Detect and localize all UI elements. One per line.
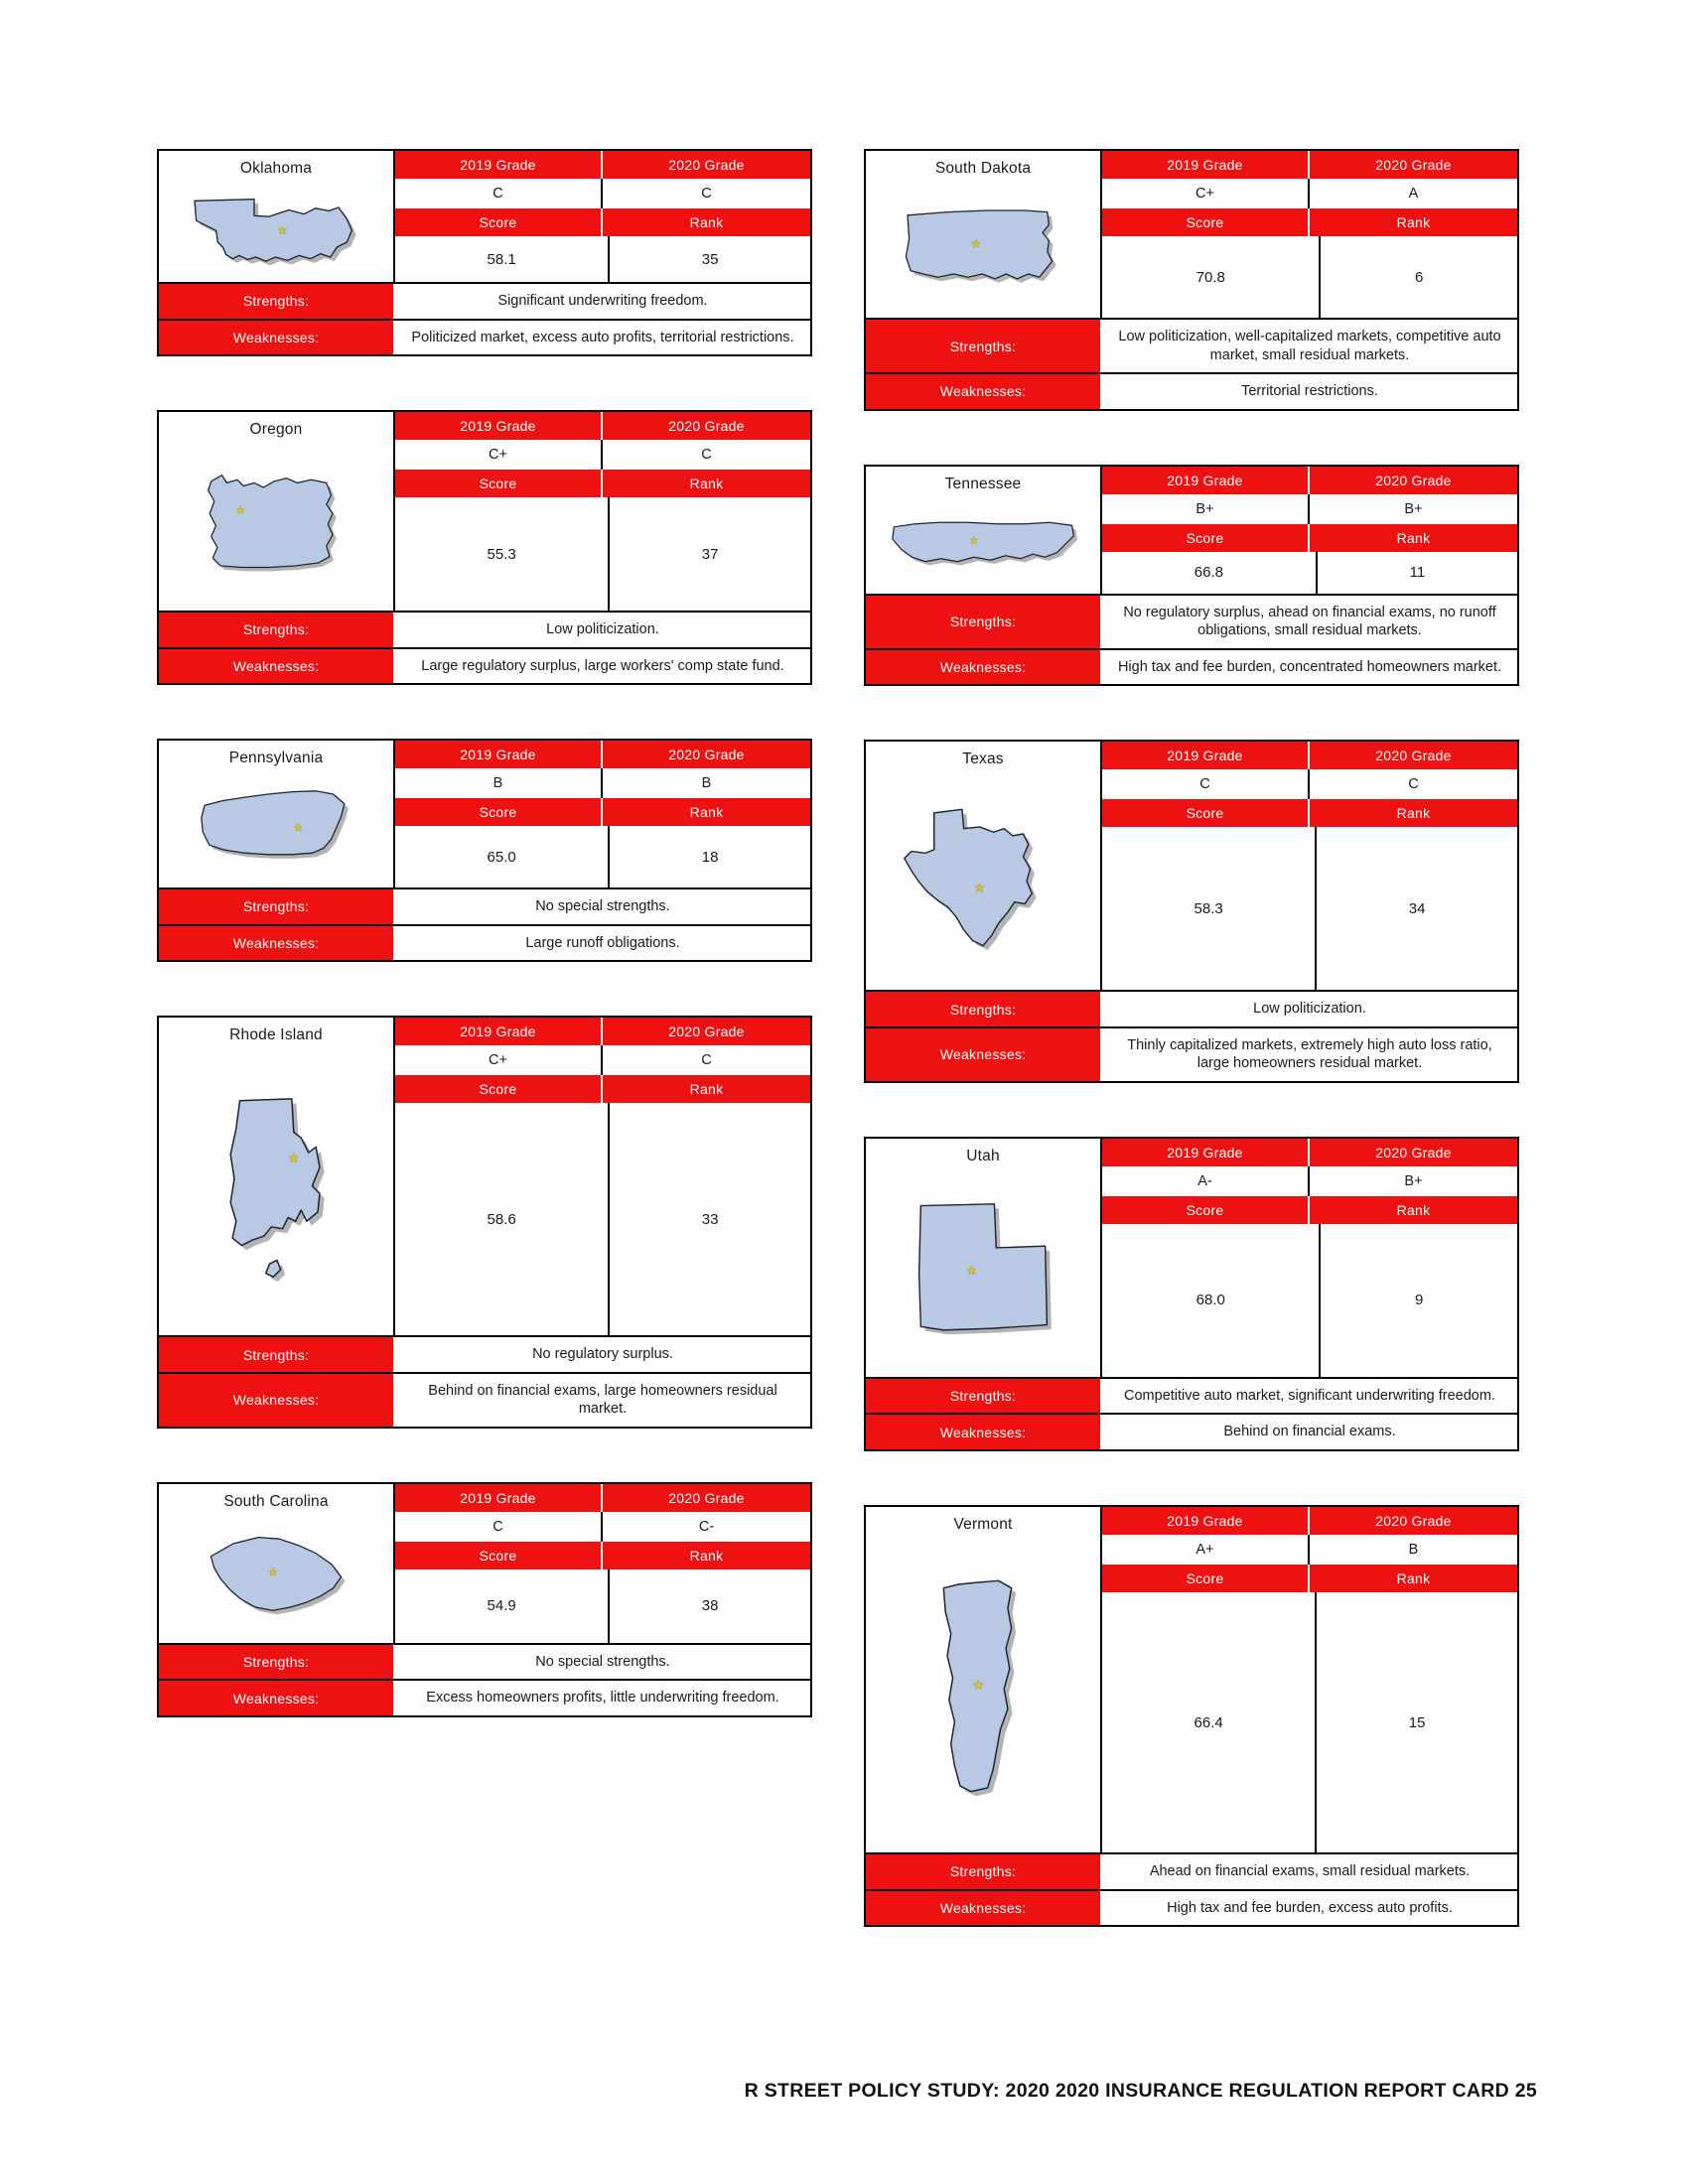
- score-header: Score: [395, 208, 603, 236]
- rank-header: Rank: [1310, 799, 1517, 827]
- grade-2019-header: 2019 Grade: [1102, 1139, 1310, 1166]
- state-map: [159, 768, 393, 887]
- rank-header: Rank: [603, 1075, 810, 1103]
- strengths-row: [866, 1852, 1517, 1889]
- score-rank-header-row: [1102, 1565, 1517, 1592]
- strengths-row: [159, 887, 810, 924]
- map-cell: [159, 1018, 395, 1335]
- strengths-row: [159, 611, 810, 647]
- grade-2019-header: 2019 Grade: [1102, 742, 1310, 769]
- rank-header: Rank: [603, 798, 810, 826]
- weaknesses-label: Weaknesses:: [159, 1374, 395, 1427]
- grade-2020-header: 2020 Grade: [1310, 151, 1517, 179]
- score-value: 58.3: [1102, 827, 1317, 990]
- grades-grid: [395, 1018, 810, 1335]
- score-value: 66.4: [1102, 1592, 1317, 1852]
- strengths-text: No regulatory surplus.: [395, 1337, 810, 1372]
- grade-2019-value: C: [395, 1512, 603, 1542]
- grade-2020-value: C: [1310, 769, 1517, 799]
- grades-grid: [1102, 467, 1517, 594]
- strengths-label: Strengths:: [159, 889, 395, 924]
- strengths-row: [866, 1377, 1517, 1414]
- state-name: Rhode Island: [229, 1026, 323, 1044]
- state-name: Vermont: [953, 1516, 1013, 1534]
- state-map: [866, 769, 1100, 990]
- strengths-row: [866, 990, 1517, 1026]
- score-rank-value-row: [1102, 827, 1517, 990]
- grade-2020-value: B+: [1310, 494, 1517, 524]
- state-card-south-carolina: [157, 1482, 812, 1717]
- rank-value: 18: [610, 826, 810, 887]
- score-rank-header-row: [1102, 1196, 1517, 1224]
- score-value: 55.3: [395, 497, 610, 611]
- state-map: [159, 179, 393, 290]
- strengths-text: Competitive auto market, significant underwriting freedom.: [1102, 1379, 1517, 1414]
- state-card-oklahoma: [157, 149, 812, 356]
- grade-2020-header: 2020 Grade: [1310, 467, 1517, 494]
- rank-header: Rank: [1310, 1196, 1517, 1224]
- grade-2019-value: A+: [1102, 1535, 1310, 1565]
- state-card-texas: [864, 740, 1519, 1083]
- grade-2019-header: 2019 Grade: [395, 741, 603, 768]
- grade-2020-header: 2020 Grade: [603, 741, 810, 768]
- grade-2019-value: B: [395, 768, 603, 798]
- strengths-label: Strengths:: [159, 613, 395, 647]
- strengths-row: [159, 282, 810, 319]
- weaknesses-row: [159, 647, 810, 684]
- rank-header: Rank: [603, 1542, 810, 1570]
- grade-2019-value: C+: [395, 440, 603, 470]
- strengths-text: Low politicization, well-capitalized markets, competitive auto market, small residual markets.: [1102, 320, 1517, 372]
- weaknesses-label: Weaknesses:: [159, 649, 395, 684]
- grade-2020-value: B: [1310, 1535, 1517, 1565]
- grade-header-row: [1102, 151, 1517, 179]
- rank-value: 33: [610, 1103, 810, 1335]
- weaknesses-text: Politicized market, excess auto profits, territorial restrictions.: [395, 321, 810, 355]
- map-cell: [159, 741, 395, 887]
- strengths-row: [159, 1643, 810, 1680]
- card-top: [159, 151, 810, 282]
- weaknesses-row: [866, 648, 1517, 685]
- score-value: 58.6: [395, 1103, 610, 1335]
- grade-2020-value: C: [603, 1045, 810, 1075]
- weaknesses-label: Weaknesses:: [866, 1028, 1102, 1081]
- rank-value: 9: [1321, 1224, 1517, 1377]
- grade-2020-header: 2020 Grade: [603, 1018, 810, 1045]
- texas-map-icon: [896, 790, 1070, 965]
- strengths-label: Strengths:: [866, 596, 1102, 648]
- weaknesses-row: [866, 1026, 1517, 1081]
- weaknesses-text: Thinly capitalized markets, extremely high auto loss ratio, large homeowners residual market.: [1102, 1028, 1517, 1081]
- card-top: [866, 1507, 1517, 1852]
- grade-2020-value: A: [1310, 179, 1517, 208]
- score-header: Score: [395, 1075, 603, 1103]
- score-rank-value-row: [1102, 552, 1517, 594]
- weaknesses-text: Large regulatory surplus, large workers' comp state fund.: [395, 649, 810, 684]
- score-rank-value-row: [395, 497, 810, 611]
- south-dakota-map-icon: [900, 195, 1066, 298]
- card-top: [866, 1139, 1517, 1377]
- weaknesses-row: [159, 924, 810, 961]
- grades-grid: [1102, 742, 1517, 990]
- weaknesses-row: [866, 1413, 1517, 1449]
- utah-map-icon: [909, 1186, 1057, 1353]
- strengths-row: [159, 1335, 810, 1372]
- map-cell: [159, 412, 395, 611]
- strengths-text: No special strengths.: [395, 889, 810, 924]
- strengths-row: [866, 594, 1517, 648]
- weaknesses-row: [159, 319, 810, 355]
- card-top: [159, 412, 810, 611]
- weaknesses-row: [159, 1679, 810, 1715]
- map-cell: [866, 742, 1102, 990]
- state-map: [866, 179, 1100, 318]
- state-name: Texas: [962, 751, 1004, 768]
- state-name: South Carolina: [223, 1492, 329, 1510]
- score-header: Score: [1102, 799, 1310, 827]
- weaknesses-text: Territorial restrictions.: [1102, 374, 1517, 409]
- score-rank-header-row: [395, 798, 810, 826]
- rank-header: Rank: [1310, 208, 1517, 236]
- rank-header: Rank: [1310, 1565, 1517, 1592]
- state-name: Oregon: [249, 421, 303, 439]
- score-value: 70.8: [1102, 236, 1321, 318]
- strengths-text: No regulatory surplus, ahead on financial exams, no runoff obligations, small residual markets.: [1102, 596, 1517, 648]
- strengths-text: No special strengths.: [395, 1645, 810, 1680]
- grade-2019-value: C: [1102, 769, 1310, 799]
- page-footer: R STREET POLICY STUDY: 2020 2020 INSURANCE REGULATION REPORT CARD 25: [744, 2080, 1537, 2102]
- card-top: [866, 742, 1517, 990]
- rank-value: 38: [610, 1570, 810, 1643]
- score-value: 58.1: [395, 236, 610, 282]
- state-map: [159, 1045, 393, 1335]
- grade-2019-value: C+: [395, 1045, 603, 1075]
- card-top: [159, 1484, 810, 1643]
- score-rank-value-row: [1102, 1224, 1517, 1377]
- score-rank-value-row: [395, 1103, 810, 1335]
- strengths-label: Strengths:: [866, 992, 1102, 1026]
- state-map: [159, 440, 393, 611]
- map-cell: [866, 151, 1102, 318]
- map-cell: [866, 1507, 1102, 1852]
- grade-header-row: [395, 1484, 810, 1512]
- grade-2020-value: C-: [603, 1512, 810, 1542]
- rank-value: 35: [610, 236, 810, 282]
- state-map: [866, 494, 1100, 594]
- grade-value-row: [1102, 769, 1517, 799]
- grade-2020-header: 2020 Grade: [1310, 742, 1517, 769]
- grade-2020-value: C: [603, 179, 810, 208]
- map-cell: [866, 1139, 1102, 1377]
- strengths-label: Strengths:: [159, 1337, 395, 1372]
- state-map: [866, 1166, 1100, 1377]
- grade-value-row: [1102, 179, 1517, 208]
- score-rank-header-row: [1102, 208, 1517, 236]
- grade-value-row: [1102, 1535, 1517, 1565]
- grade-value-row: [395, 1512, 810, 1542]
- grade-2020-value: C: [603, 440, 810, 470]
- weaknesses-label: Weaknesses:: [866, 1415, 1102, 1449]
- state-card-south-dakota: [864, 149, 1519, 411]
- card-top: [866, 151, 1517, 318]
- score-rank-header-row: [395, 1075, 810, 1103]
- grades-grid: [1102, 1507, 1517, 1852]
- rhode-island-map-icon: [215, 1082, 337, 1296]
- score-value: 68.0: [1102, 1224, 1321, 1377]
- score-header: Score: [395, 798, 603, 826]
- grade-2019-header: 2019 Grade: [395, 151, 603, 179]
- grade-header-row: [1102, 467, 1517, 494]
- grade-header-row: [395, 741, 810, 768]
- grade-2020-value: B: [603, 768, 810, 798]
- grade-value-row: [1102, 1166, 1517, 1196]
- grade-2020-header: 2020 Grade: [1310, 1139, 1517, 1166]
- weaknesses-text: Behind on financial exams, large homeowners residual market.: [395, 1374, 810, 1427]
- grade-2019-header: 2019 Grade: [395, 1018, 603, 1045]
- score-header: Score: [395, 1542, 603, 1570]
- grade-2019-header: 2019 Grade: [1102, 467, 1310, 494]
- state-name: South Dakota: [934, 160, 1032, 177]
- weaknesses-label: Weaknesses:: [159, 321, 395, 355]
- grade-2020-header: 2020 Grade: [603, 412, 810, 440]
- state-name: Pennsylvania: [228, 750, 324, 767]
- tennessee-map-icon: [885, 504, 1081, 580]
- grade-value-row: [395, 440, 810, 470]
- strengths-label: Strengths:: [159, 284, 395, 319]
- weaknesses-text: High tax and fee burden, excess auto profits.: [1102, 1891, 1517, 1926]
- weaknesses-text: Excess homeowners profits, little underwriting freedom.: [395, 1681, 810, 1715]
- score-rank-value-row: [1102, 236, 1517, 318]
- strengths-text: Significant underwriting freedom.: [395, 284, 810, 319]
- grades-grid: [395, 151, 810, 282]
- weaknesses-label: Weaknesses:: [866, 650, 1102, 685]
- rank-header: Rank: [603, 470, 810, 497]
- state-name: Utah: [966, 1147, 1000, 1164]
- strengths-row: [866, 318, 1517, 372]
- grade-header-row: [1102, 742, 1517, 769]
- rank-header: Rank: [603, 208, 810, 236]
- weaknesses-label: Weaknesses:: [866, 1891, 1102, 1926]
- left-column: [0, 0, 844, 1980]
- rank-header: Rank: [1310, 524, 1517, 552]
- grade-header-row: [395, 151, 810, 179]
- strengths-label: Strengths:: [866, 320, 1102, 372]
- strengths-text: Low politicization.: [395, 613, 810, 647]
- south-carolina-map-icon: [197, 1520, 355, 1631]
- grade-header-row: [1102, 1507, 1517, 1535]
- state-map: [159, 1512, 393, 1643]
- map-cell: [159, 151, 395, 282]
- score-rank-value-row: [395, 1570, 810, 1643]
- state-card-vermont: [864, 1505, 1519, 1927]
- grade-2019-value: C: [395, 179, 603, 208]
- state-card-utah: [864, 1137, 1519, 1451]
- grade-2020-value: B+: [1310, 1166, 1517, 1196]
- score-rank-header-row: [1102, 799, 1517, 827]
- card-top: [159, 1018, 810, 1335]
- state-card-pennsylvania: [157, 739, 812, 962]
- weaknesses-text: Behind on financial exams.: [1102, 1415, 1517, 1449]
- score-rank-header-row: [395, 1542, 810, 1570]
- rank-value: 11: [1318, 552, 1517, 594]
- grade-2019-header: 2019 Grade: [1102, 1507, 1310, 1535]
- score-header: Score: [1102, 208, 1310, 236]
- score-header: Score: [1102, 1565, 1310, 1592]
- weaknesses-label: Weaknesses:: [866, 374, 1102, 409]
- weaknesses-row: [159, 1372, 810, 1427]
- weaknesses-row: [866, 1889, 1517, 1926]
- score-rank-header-row: [395, 470, 810, 497]
- grade-value-row: [395, 768, 810, 798]
- grades-grid: [395, 412, 810, 611]
- oregon-map-icon: [204, 460, 350, 587]
- weaknesses-text: High tax and fee burden, concentrated homeowners market.: [1102, 650, 1517, 685]
- grade-2020-header: 2020 Grade: [1310, 1507, 1517, 1535]
- score-header: Score: [1102, 524, 1310, 552]
- grade-value-row: [395, 179, 810, 208]
- grades-grid: [395, 1484, 810, 1643]
- grade-value-row: [395, 1045, 810, 1075]
- rank-value: 34: [1317, 827, 1517, 990]
- grades-grid: [1102, 1139, 1517, 1377]
- grades-grid: [395, 741, 810, 887]
- score-rank-value-row: [1102, 1592, 1517, 1852]
- state-card-tennessee: [864, 465, 1519, 687]
- weaknesses-label: Weaknesses:: [159, 1681, 395, 1715]
- card-top: [159, 741, 810, 887]
- state-name: Tennessee: [944, 475, 1022, 492]
- state-name: Oklahoma: [239, 160, 313, 177]
- map-cell: [866, 467, 1102, 594]
- score-rank-value-row: [395, 236, 810, 282]
- score-value: 66.8: [1102, 552, 1318, 594]
- grade-2019-value: B+: [1102, 494, 1310, 524]
- strengths-text: Ahead on financial exams, small residual markets.: [1102, 1854, 1517, 1889]
- map-cell: [159, 1484, 395, 1643]
- strengths-label: Strengths:: [866, 1379, 1102, 1414]
- grade-header-row: [395, 1018, 810, 1045]
- weaknesses-row: [866, 372, 1517, 409]
- score-header: Score: [1102, 1196, 1310, 1224]
- grade-2019-header: 2019 Grade: [395, 1484, 603, 1512]
- grade-2019-header: 2019 Grade: [1102, 151, 1310, 179]
- oklahoma-map-icon: [190, 183, 363, 282]
- score-value: 65.0: [395, 826, 610, 887]
- state-map: [866, 1535, 1100, 1852]
- score-rank-header-row: [395, 208, 810, 236]
- grade-2020-header: 2020 Grade: [603, 151, 810, 179]
- score-rank-header-row: [1102, 524, 1517, 552]
- score-rank-value-row: [395, 826, 810, 887]
- grade-header-row: [1102, 1139, 1517, 1166]
- strengths-label: Strengths:: [159, 1645, 395, 1680]
- vermont-map-icon: [923, 1568, 1043, 1816]
- grade-2019-value: C+: [1102, 179, 1310, 208]
- rank-value: 6: [1321, 236, 1517, 318]
- grade-2019-header: 2019 Grade: [395, 412, 603, 440]
- score-value: 54.9: [395, 1570, 610, 1643]
- card-top: [866, 467, 1517, 594]
- strengths-text: Low politicization.: [1102, 992, 1517, 1026]
- state-card-rhode-island: [157, 1016, 812, 1429]
- grade-2020-header: 2020 Grade: [603, 1484, 810, 1512]
- rank-value: 37: [610, 497, 810, 611]
- weaknesses-text: Large runoff obligations.: [395, 926, 810, 961]
- grade-header-row: [395, 412, 810, 440]
- strengths-label: Strengths:: [866, 1854, 1102, 1889]
- weaknesses-label: Weaknesses:: [159, 926, 395, 961]
- pennsylvania-map-icon: [197, 778, 355, 874]
- grades-grid: [1102, 151, 1517, 318]
- grade-value-row: [1102, 494, 1517, 524]
- right-column: [844, 0, 1688, 1980]
- rank-value: 15: [1317, 1592, 1517, 1852]
- grade-2019-value: A-: [1102, 1166, 1310, 1196]
- score-header: Score: [395, 470, 603, 497]
- state-card-oregon: [157, 410, 812, 685]
